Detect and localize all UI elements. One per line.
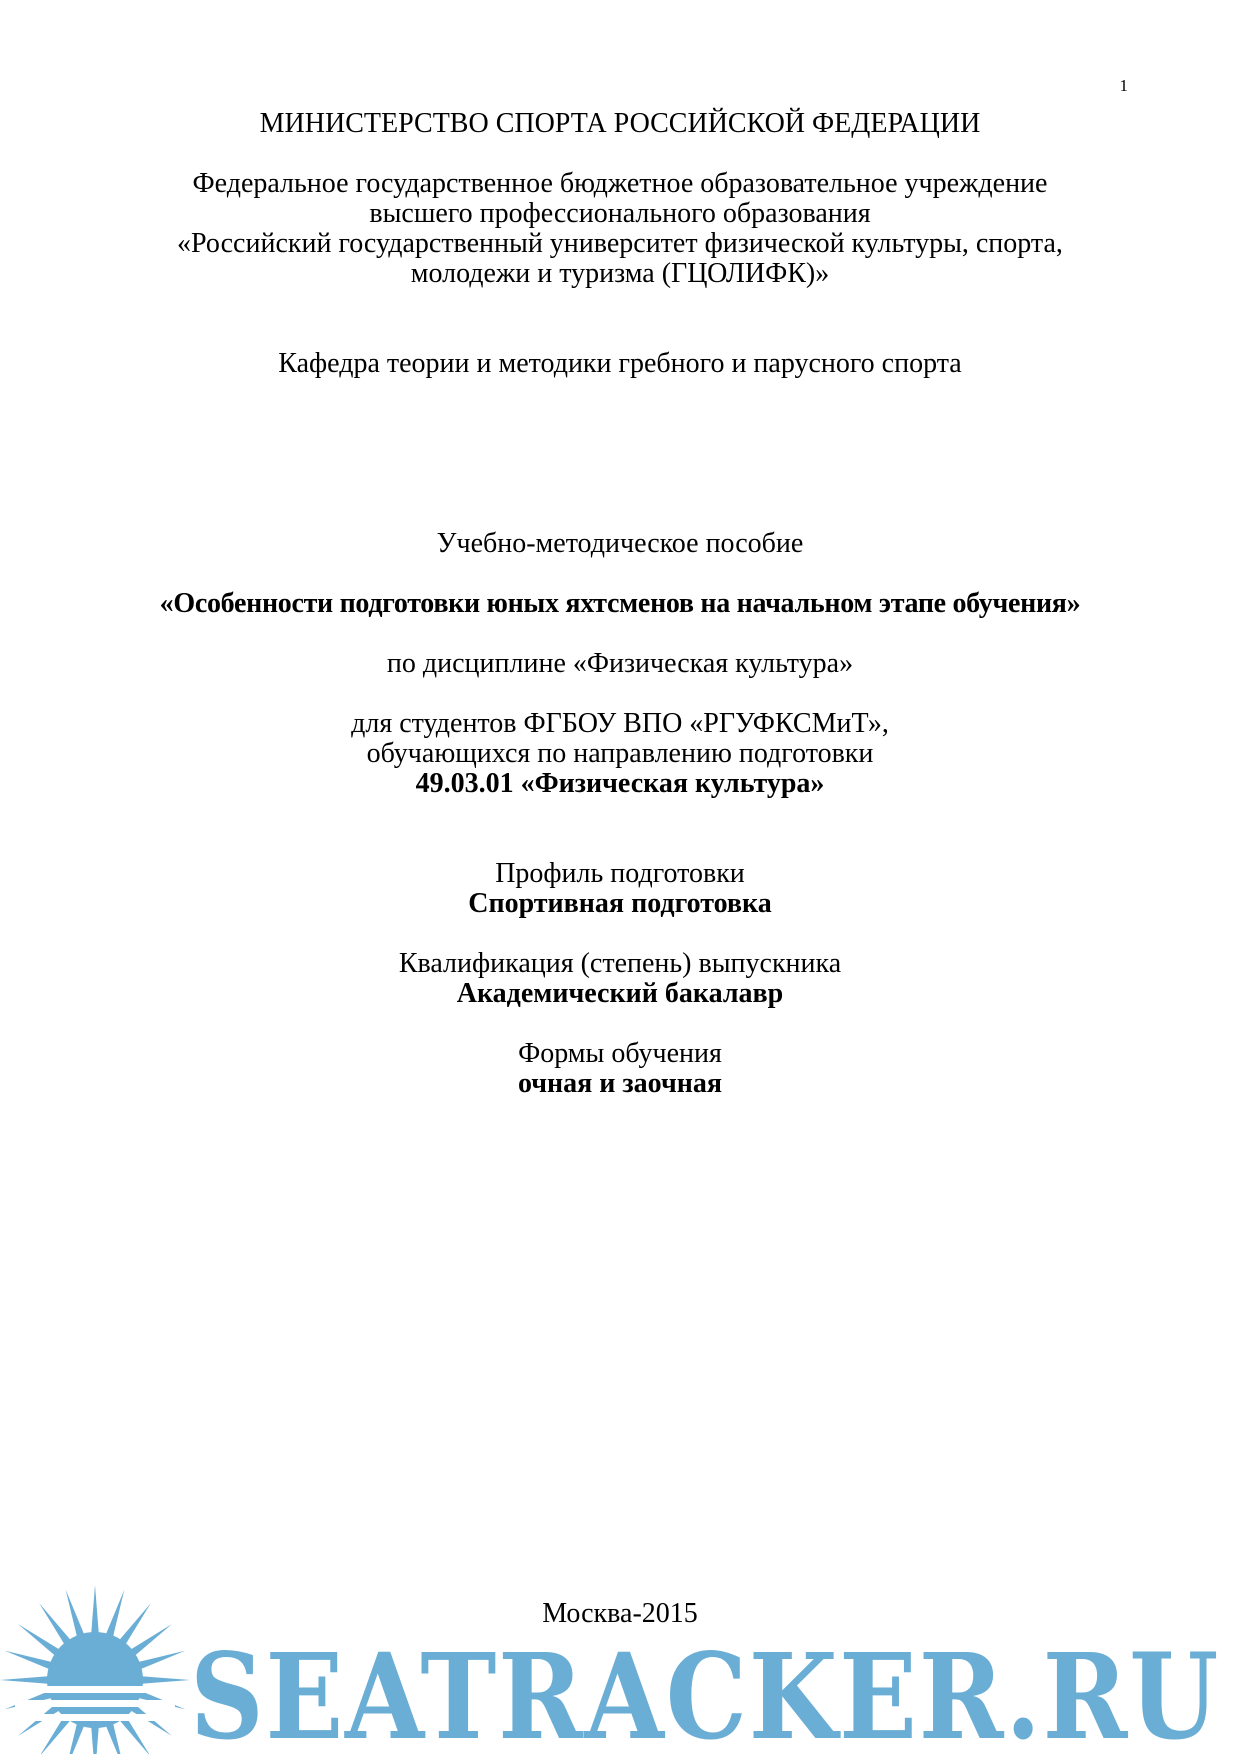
document-type: Учебно-методическое пособие [436, 528, 804, 559]
profile-label: Профиль подготовки [495, 858, 745, 889]
institution-line-4: молодежи и туризма (ГЦОЛИФК)» [410, 258, 830, 289]
study-forms-label: Формы обучения [518, 1038, 722, 1069]
document-title: «Особенности подготовки юных яхтсменов на начальном этапе обучения» [159, 588, 1081, 619]
city-year: Москва-2015 [542, 1598, 698, 1629]
page-number: 1 [1119, 76, 1128, 95]
qualification-label: Квалификация (степень) выпускника [398, 948, 842, 979]
study-forms-value: очная и заочная [517, 1068, 723, 1099]
audience-line-2: обучающихся по направлению подготовки [366, 738, 874, 769]
qualification-value: Академический бакалавр [456, 978, 784, 1009]
profile-value: Спортивная подготовка [468, 888, 772, 919]
audience-program-code: 49.03.01 «Физическая культура» [415, 768, 825, 799]
watermark-text: SEATRACKER.RU [190, 1627, 1220, 1754]
institution-line-2: высшего профессионального образования [369, 198, 871, 229]
audience-line-1: для студентов ФГБОУ ВПО «РГУФКСМиТ», [351, 708, 889, 739]
ministry-heading: МИНИСТЕРСТВО СПОРТА РОССИЙСКОЙ ФЕДЕРАЦИИ [259, 108, 981, 139]
institution-line-1: Федеральное государственное бюджетное образовательное учреждение [192, 168, 1048, 199]
institution-line-3: «Российский государственный университет физической культуры, спорта, [177, 228, 1063, 259]
discipline: по дисциплине «Физическая культура» [386, 648, 854, 679]
department: Кафедра теории и методики гребного и парусного спорта [278, 348, 962, 379]
